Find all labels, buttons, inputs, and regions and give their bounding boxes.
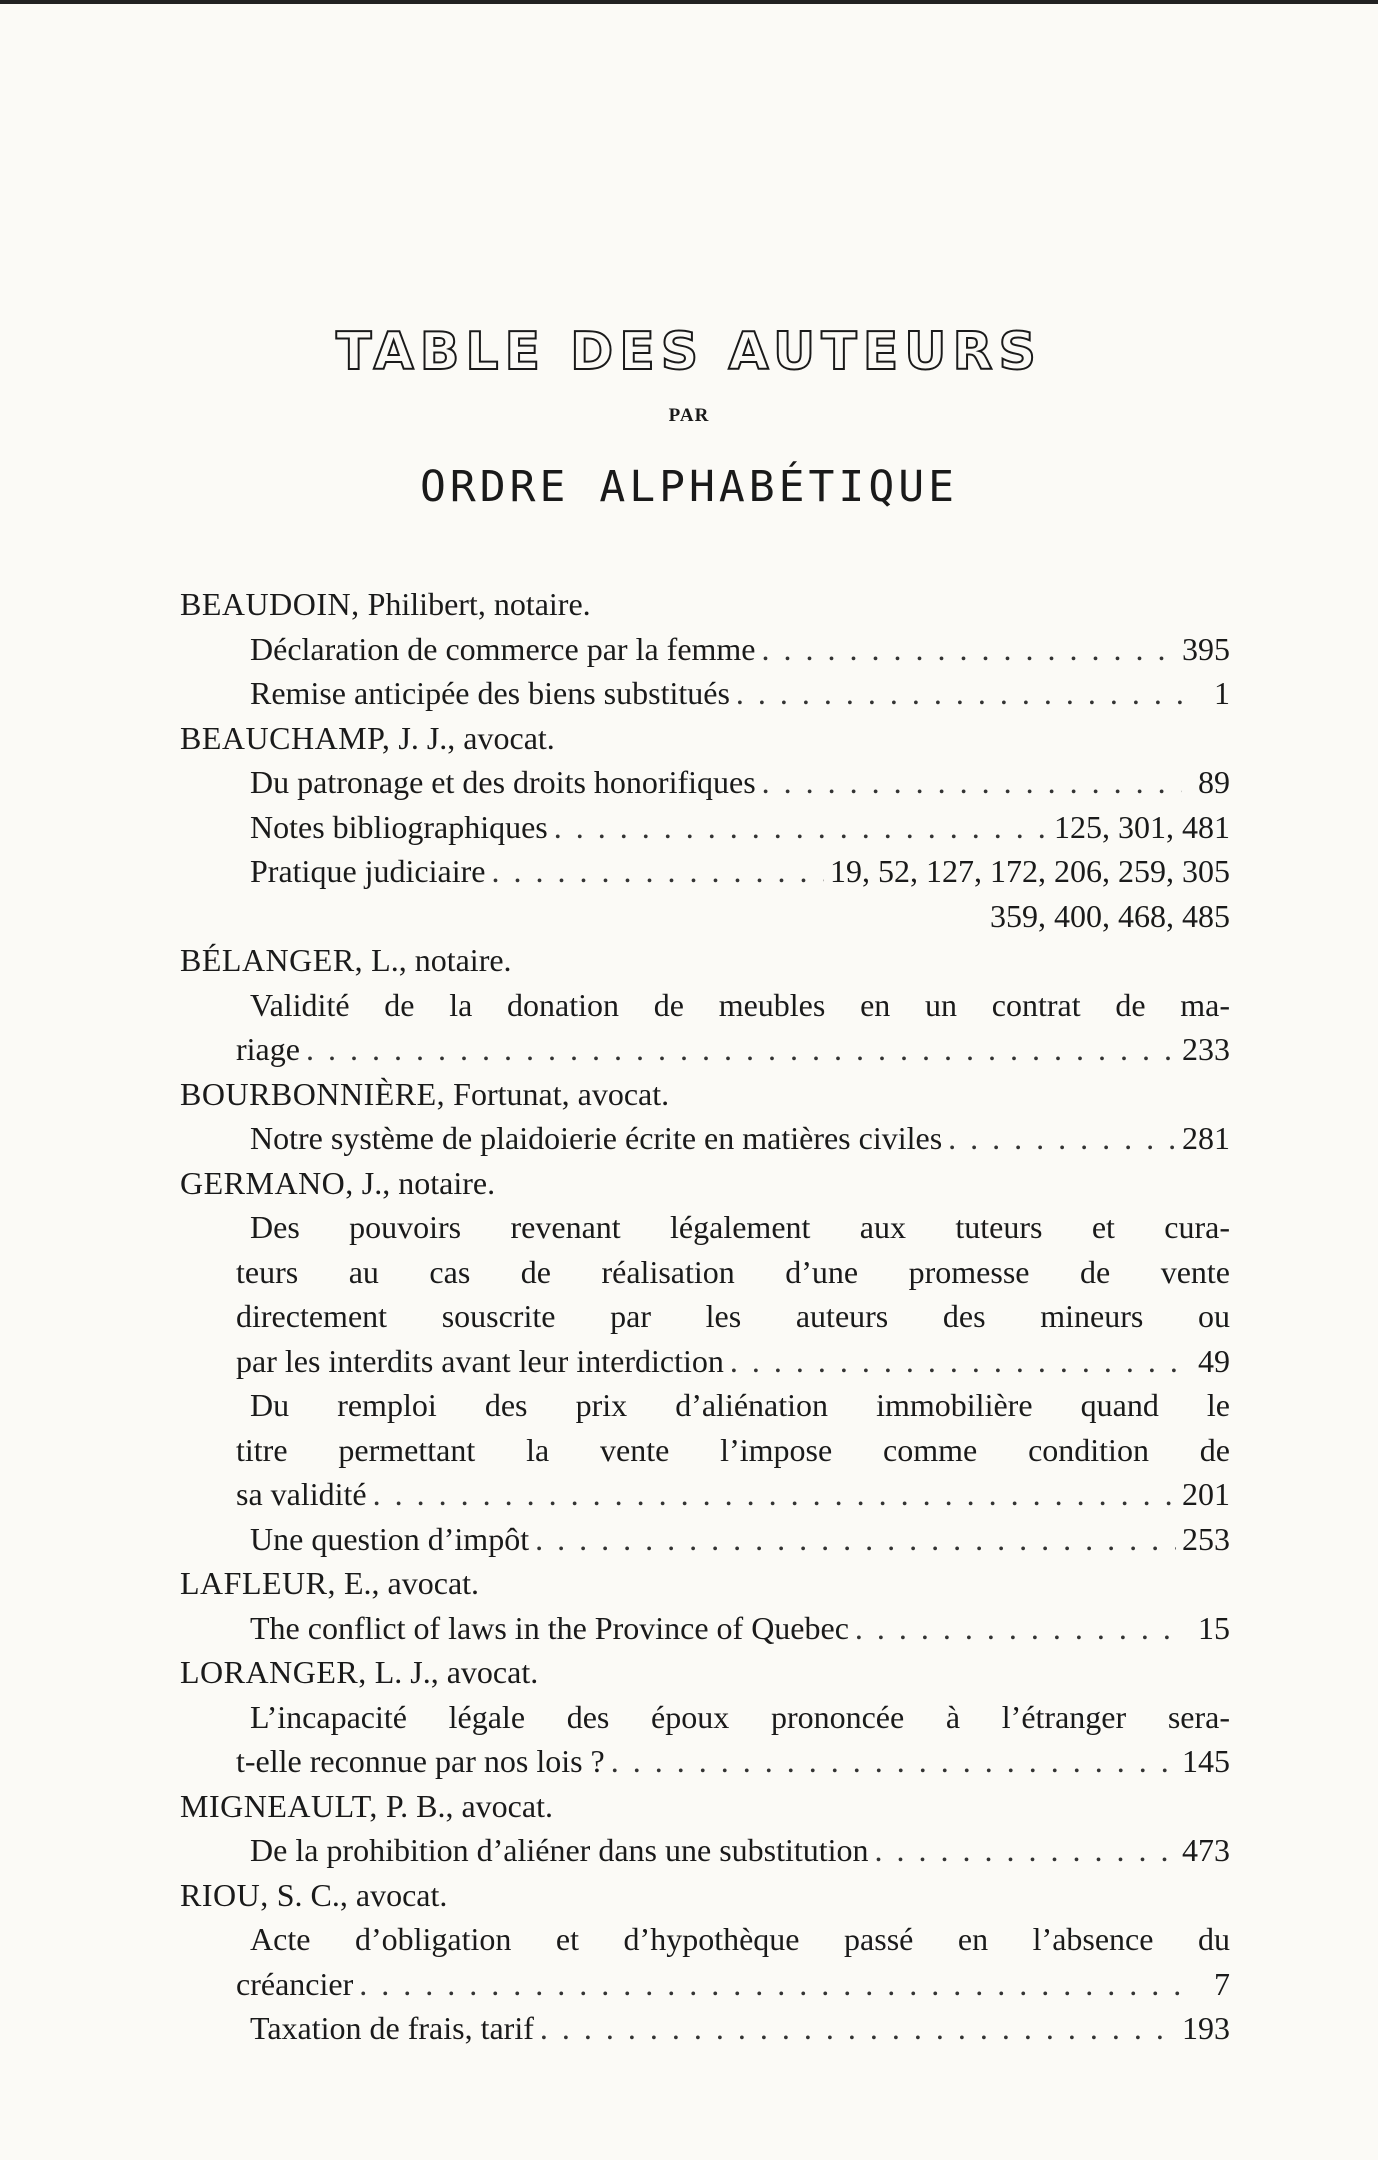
author-name: BOURBONNIÈRE, [180,1075,446,1112]
leader-dots [373,1472,1176,1517]
work-entry [180,849,1230,894]
leader-dots [540,2006,1176,2051]
leader-dots [611,1739,1176,1784]
work-entry [180,760,1230,805]
work-title-line: teurs au cas de réalisation d’une promesse de vente [236,1253,1230,1290]
page-number: 15 [1198,1609,1230,1646]
page-number: 281 [1182,1120,1230,1156]
page-numbers: 19, 52, 127, 172, 206, 259, 305 [830,853,1230,889]
work-entry-continuation [180,894,1230,939]
author-detail: L., notaire. [371,942,512,978]
work-entry [180,2006,1230,2051]
work-title-line: Du remploi des prix d’aliénation immobilière quand le [250,1387,1230,1423]
author-name: BÉLANGER, [180,942,364,978]
leader-dots [306,1027,1176,1072]
work-entry [180,1606,1230,1651]
author-detail: J., notaire. [361,1164,496,1201]
author-heading [180,1650,1230,1695]
work-title: De la prohibition d’aliéner dans une substitution [250,1832,869,1868]
leader-dots [359,1962,1182,2007]
work-entry [180,1739,1230,1784]
work-title: Une question d’impôt [250,1520,530,1557]
page-numbers: 125, 301, 481 [1054,808,1230,845]
work-entry [180,1828,1230,1873]
author-name: MIGNEAULT, [180,1787,378,1824]
page-subtitle: ORDRE ALPHABÉTIQUE [420,462,958,512]
author-detail: P. B., avocat. [385,1787,553,1824]
work-title: Notes bibliographiques [250,808,548,845]
work-entry [180,627,1230,672]
author-heading [180,1784,1230,1829]
page-number: 145 [1182,1743,1230,1779]
work-title: Pratique judiciaire [250,853,486,889]
author-detail: S. C., avocat. [276,1876,448,1913]
leader-dots [855,1606,1182,1651]
page-number: 395 [1182,630,1230,667]
author-index [180,582,1230,2051]
page-number: 1 [1214,675,1230,711]
leader-dots [948,1116,1176,1161]
page-number: 7 [1214,1965,1230,2002]
page-number: 201 [1182,1476,1230,1512]
leader-dots [736,671,1182,716]
work-title: Notre système de plaidoierie écrite en matières civiles [250,1120,943,1156]
work-title: t-elle reconnue par nos lois ? [236,1743,605,1779]
author-detail: L. J., avocat. [374,1654,539,1690]
work-entry [180,671,1230,716]
work-entry [180,805,1230,850]
page-numbers: 359, 400, 468, 485 [990,897,1230,934]
page-title-par: PAR [668,405,710,426]
author-heading [180,1161,1230,1206]
author-name: GERMANO, [180,1164,354,1201]
page-top-border [0,0,1378,4]
work-entry [180,1962,1230,2007]
leader-dots [554,805,1048,850]
author-heading [180,716,1230,761]
author-heading [180,938,1230,983]
author-name: RIOU, [180,1876,269,1913]
leader-dots [730,1339,1182,1384]
work-entry [180,1517,1230,1562]
leader-dots [491,849,824,894]
work-entry [180,1116,1230,1161]
author-heading [180,1873,1230,1918]
work-title: créancier [236,1965,354,2002]
leader-dots [875,1828,1176,1873]
page-number: 473 [1182,1832,1230,1868]
page-number: 49 [1198,1342,1230,1379]
work-title-line: Des pouvoirs revenant légalement aux tuteurs et cura- [250,1209,1230,1245]
work-entry [180,1472,1230,1517]
work-title: Déclaration de commerce par la femme [250,630,756,667]
work-title: sa validité [236,1476,367,1512]
page-number: 193 [1182,2010,1230,2046]
author-detail: E., avocat. [344,1565,480,1601]
work-entry [180,1027,1230,1072]
author-name: LORANGER, [180,1654,367,1690]
page-title: TABLE DES AUTEURS [336,322,1042,382]
work-title-line: directement souscrite par les auteurs des mineurs ou [236,1298,1230,1334]
author-heading [180,1072,1230,1117]
page-number: 233 [1182,1031,1230,1067]
author-detail: Philibert, notaire. [367,586,591,622]
work-title: riage [236,1031,300,1067]
work-title: par les interdits avant leur interdiction [236,1342,724,1379]
work-title-line: titre permettant la vente l’impose comme condition de [236,1431,1230,1468]
author-detail: Fortunat, avocat. [453,1075,670,1112]
work-title-line: Validité de la donation de meubles en un contrat de ma- [250,986,1230,1023]
work-title: Du patronage et des droits honorifiques [250,764,756,800]
leader-dots [762,627,1177,672]
work-title: The conflict of laws in the Province of Quebec [250,1609,849,1646]
author-heading [180,582,1230,627]
work-title-line: Acte d’obligation et d’hypothèque passé en l’absence du [250,1921,1230,1957]
leader-dots [535,1517,1176,1562]
author-heading [180,1561,1230,1606]
work-title-line: L’incapacité légale des époux prononcée à l’étranger sera- [250,1698,1230,1735]
author-name: BEAUDOIN, [180,586,360,622]
page-number: 253 [1182,1520,1230,1557]
leader-dots [762,760,1182,805]
work-title: Remise anticipée des biens substitués [250,675,730,711]
work-title: Taxation de frais, tarif [250,2010,534,2046]
author-name: BEAUCHAMP, [180,719,391,756]
author-detail: J. J., avocat. [398,719,555,756]
page-number: 89 [1198,764,1230,800]
work-entry [180,1339,1230,1384]
author-name: LAFLEUR, [180,1565,336,1601]
